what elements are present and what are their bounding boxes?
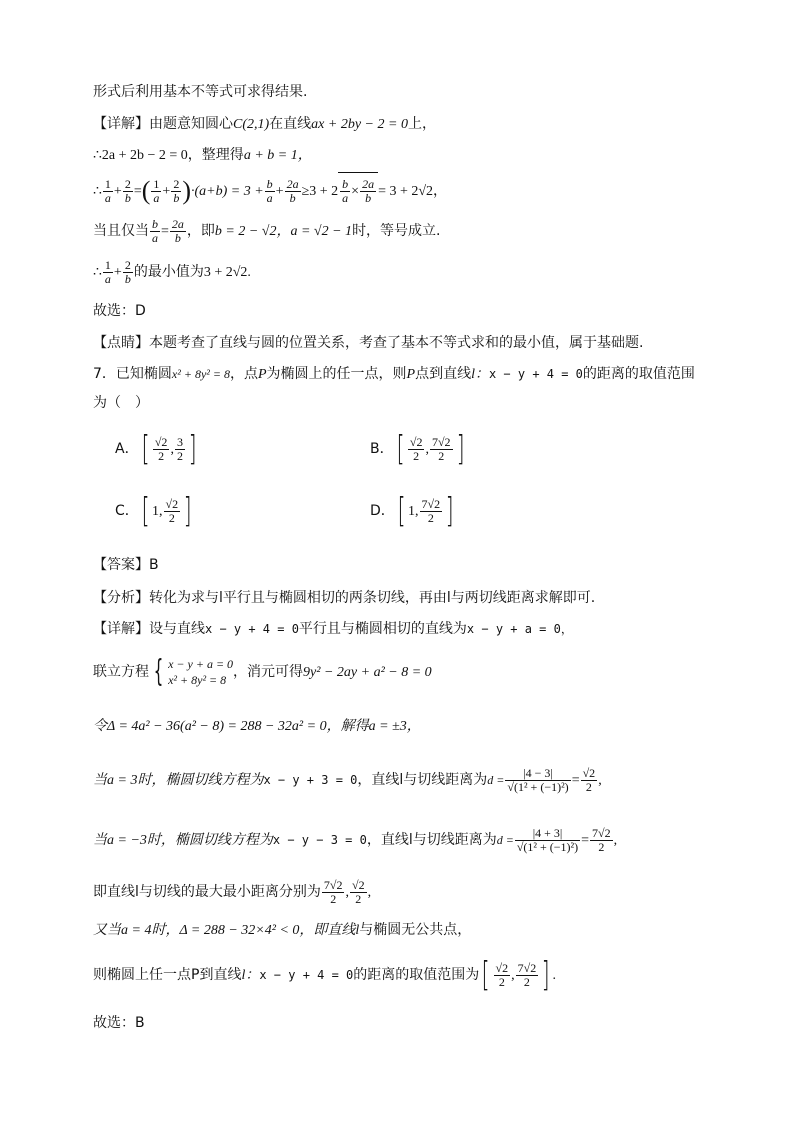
math-text: x² + 8y² = 8	[171, 367, 230, 381]
fraction	[171, 178, 181, 205]
math-text: =	[581, 833, 590, 848]
math-text: C(2,1)	[233, 117, 270, 132]
denominator: 2	[427, 510, 434, 525]
sqrt-expression	[338, 172, 378, 210]
numerator: 2	[173, 176, 180, 191]
numerator: |4 − 3|	[505, 767, 570, 781]
denominator: b	[365, 190, 372, 205]
math-text: x − y + 3 = 0	[263, 773, 358, 787]
line-text: 故选：B	[93, 1015, 145, 1031]
denominator: √(1² + (−1)²)	[507, 779, 569, 794]
numerator: b	[152, 216, 158, 231]
fraction	[285, 178, 301, 205]
bracket-open: [	[396, 429, 405, 469]
line-text: 的距离的取值范围为	[353, 967, 480, 983]
math-text: a + b = 1，	[243, 148, 312, 163]
fraction	[494, 962, 511, 989]
math-text: x − y − 3 = 0	[272, 833, 367, 847]
math-line	[93, 172, 447, 210]
fraction	[340, 178, 350, 205]
text-line	[93, 301, 146, 321]
math-text: x − y + 4 = 0	[259, 968, 354, 982]
math-text: ,	[170, 442, 174, 457]
numerator: 7√2	[431, 434, 451, 449]
equation-system	[168, 656, 233, 688]
line-text: 转化为求与l平行且与椭圆相切的两条切线，再由l与两切线距离求解即可.	[149, 590, 596, 606]
numerator: 7√2	[323, 877, 343, 892]
denominator: b	[173, 190, 180, 205]
numerator: √2	[409, 434, 423, 449]
line-text: 则椭圆上任一点P到直线	[93, 967, 242, 983]
comment-line	[93, 333, 643, 353]
fraction	[164, 498, 181, 525]
fraction	[175, 436, 185, 463]
numerator: 1	[104, 176, 111, 191]
line-text: 的最小值为	[133, 264, 204, 280]
text-line	[93, 213, 441, 250]
denominator: 2	[523, 974, 530, 989]
line-text: 7．已知椭圆	[93, 366, 172, 382]
text-line	[93, 256, 251, 289]
text-line	[93, 820, 617, 861]
line-text: 的距离的取值范围	[582, 366, 695, 382]
numerator: √2	[165, 496, 179, 511]
numerator: √2	[154, 434, 168, 449]
math-text: +	[113, 184, 122, 199]
math-text: ax + 2by − 2 = 0	[311, 117, 408, 132]
math-text: =	[571, 773, 580, 788]
math-text: ·(a+b) = 3 +	[190, 184, 264, 199]
text-line	[93, 920, 471, 941]
system-line	[93, 654, 432, 691]
line-text: 当且仅当	[93, 223, 149, 239]
fraction	[515, 827, 580, 854]
numerator: b	[266, 176, 273, 191]
numerator: b	[342, 176, 349, 191]
bracket-open: [	[141, 491, 150, 531]
bracket-close: ]	[183, 491, 192, 531]
denominator: 2	[355, 891, 362, 906]
comment-tag: 【点睛】	[93, 335, 149, 351]
line-text: 上，	[407, 116, 436, 132]
math-text: =	[133, 184, 142, 199]
math-text: l：	[241, 968, 260, 983]
math-text: b = 2 − √2，a = √2 − 1	[214, 224, 353, 239]
answer-line	[93, 555, 159, 575]
fraction	[581, 767, 598, 794]
fraction	[123, 259, 133, 286]
math-text: ∴2a + 2b − 2 = 0，整理得	[93, 148, 244, 163]
line-text: 联立方程	[93, 664, 149, 680]
math-text: ,	[367, 885, 372, 900]
fraction	[360, 178, 376, 205]
math-text: x − y + 4 = 0	[205, 622, 299, 636]
denominator: 2	[585, 779, 592, 794]
math-text: P	[406, 367, 416, 382]
fraction	[170, 218, 186, 245]
math-text: = 3 + 2√2，	[378, 184, 448, 199]
math-text: +	[162, 184, 171, 199]
brace: {	[153, 654, 164, 689]
question-line	[93, 364, 695, 385]
line-text: 设与直线	[149, 621, 205, 637]
fraction	[151, 178, 161, 205]
fraction	[322, 879, 345, 906]
line-text: 为（ ）	[93, 395, 149, 411]
math-text: 当a = −3时，椭圆切线方程为	[93, 833, 273, 848]
math-text: ,	[345, 885, 349, 900]
math-text: d =	[496, 833, 514, 847]
math-text: a = ±3，	[368, 719, 421, 734]
line-text: ，点	[229, 366, 258, 382]
detail-tag: 【详解】	[93, 116, 149, 132]
numerator: |4 + 3|	[515, 827, 580, 841]
denominator: b	[124, 271, 131, 286]
period: .	[552, 968, 556, 983]
math-text: P	[257, 367, 267, 382]
text-line	[93, 760, 602, 801]
math-text: ∴	[93, 184, 102, 199]
fraction	[123, 178, 133, 205]
detail-tag: 【详解】	[93, 621, 149, 637]
numerator: 7√2	[592, 825, 611, 840]
math-text: ,	[598, 773, 602, 788]
math-text: 令Δ = 4a² − 36(a² − 8) = 288 − 32a² = 0，解得	[93, 719, 369, 734]
answer-value: B	[149, 557, 159, 573]
math-text: ∴	[93, 265, 102, 280]
math-text: 1,	[152, 504, 163, 519]
math-text: 当a = 3时，椭圆切线方程为	[93, 773, 264, 788]
option-c[interactable]	[115, 491, 194, 531]
bracket-open: [	[397, 491, 406, 531]
option-a[interactable]	[115, 429, 199, 469]
denominator: 2	[168, 510, 175, 525]
denominator: a	[153, 190, 160, 205]
option-label: B．	[370, 441, 394, 457]
math-text: 又当a = 4时，Δ = 288 − 32×4² < 0，即直线	[93, 923, 356, 938]
numerator: 2	[124, 176, 131, 191]
numerator: 2a	[362, 176, 375, 191]
denominator: 2	[598, 839, 605, 854]
option-d[interactable]	[370, 491, 456, 531]
equation: x − y + a = 0	[168, 657, 234, 671]
bracket-open: [	[481, 955, 490, 995]
fraction	[103, 178, 113, 205]
numerator: 1	[153, 176, 160, 191]
line-text: 平行且与椭圆相切的直线为	[298, 621, 467, 637]
fraction	[516, 962, 539, 989]
denominator: b	[174, 230, 181, 245]
math-text: 3 + 2√2.	[203, 265, 251, 280]
denominator: a	[104, 190, 111, 205]
analysis-line	[93, 588, 595, 608]
fraction	[103, 259, 113, 286]
numerator: √2	[495, 960, 509, 975]
math-text: ×	[351, 184, 360, 199]
bracket-open: [	[141, 429, 150, 469]
fraction	[150, 218, 160, 245]
line-text: ，即	[186, 223, 215, 239]
equation: x² + 8y² = 8	[168, 673, 227, 687]
option-label: A．	[115, 441, 139, 457]
math-text: ,	[511, 968, 515, 983]
fraction	[430, 436, 453, 463]
line-text: 与椭圆无公共点，	[359, 922, 472, 938]
bracket-close: ]	[445, 491, 454, 531]
option-label: D．	[370, 503, 395, 519]
detail-line	[93, 619, 573, 639]
denominator: a	[266, 190, 273, 205]
math-text: d =	[487, 773, 505, 787]
line-text: 由题意知圆心	[149, 116, 233, 132]
denominator: b	[124, 190, 131, 205]
math-text: )	[182, 176, 191, 205]
fraction	[590, 827, 613, 854]
denominator: a	[152, 230, 158, 245]
denominator: 2	[330, 891, 337, 906]
numerator: 7√2	[421, 496, 441, 511]
fraction	[153, 436, 170, 463]
line-text: 即直线l与切线的最大最小距离分别为	[93, 884, 321, 900]
math-text: ,	[613, 833, 618, 848]
bracket-close: ]	[541, 955, 550, 995]
numerator: 3	[176, 434, 183, 449]
question-line	[93, 393, 149, 413]
math-text: l：	[471, 367, 489, 382]
line-text: 为椭圆上的任一点，则	[266, 366, 407, 382]
text-line	[93, 82, 307, 102]
math-text: ,	[425, 442, 429, 457]
math-text: x − y + 4 = 0	[488, 367, 583, 381]
bracket-close: ]	[456, 429, 465, 469]
denominator: 2	[413, 448, 420, 463]
math-text: (	[141, 176, 151, 205]
bracket-close: ]	[188, 429, 197, 469]
math-text: 1,	[408, 504, 419, 519]
denominator: √(1² + (−1)²)	[516, 839, 579, 854]
text-line	[93, 874, 371, 911]
numerator: 2a	[171, 216, 184, 231]
fraction	[350, 879, 367, 906]
detail-line	[93, 114, 436, 135]
line-text: ，消元可得	[233, 664, 304, 680]
math-text: =	[161, 224, 169, 239]
text-line	[93, 716, 421, 737]
denominator: 2	[498, 974, 505, 989]
denominator: 2	[176, 448, 183, 463]
denominator: a	[342, 190, 349, 205]
line-text: 在直线	[269, 116, 312, 132]
text-line	[93, 955, 556, 996]
fraction	[265, 178, 275, 205]
option-b[interactable]	[370, 429, 467, 469]
line-text: 时，等号成立.	[352, 223, 441, 239]
math-text: x − y + a = 0，	[466, 622, 573, 636]
text-line	[93, 145, 312, 166]
line-text: ，直线l与切线距离为	[357, 772, 488, 788]
numerator: 7√2	[517, 960, 537, 975]
line-text: ，直线l与切线距离为	[366, 832, 497, 848]
fraction	[408, 436, 425, 463]
math-text: +	[113, 265, 122, 280]
numerator: 1	[104, 257, 111, 272]
numerator: √2	[351, 877, 365, 892]
numerator: 2a	[286, 176, 299, 191]
numerator: 2	[124, 257, 131, 272]
denominator: 2	[438, 448, 445, 463]
answer-tag: 【答案】	[93, 557, 149, 573]
denominator: b	[289, 190, 296, 205]
math-text: +	[275, 184, 284, 199]
line-text: 本题考查了直线与圆的位置关系，考查了基本不等式求和的最小值，属于基础题.	[149, 335, 644, 351]
math-text: ≥3 + 2	[301, 184, 339, 199]
denominator: 2	[158, 448, 165, 463]
line-text: 点到直线	[415, 366, 472, 382]
text-line	[93, 1013, 145, 1033]
math-text: 9y² − 2ay + a² − 8 = 0	[303, 665, 432, 680]
option-label: C．	[115, 503, 139, 519]
fraction	[505, 767, 570, 794]
math-text: l	[355, 923, 360, 938]
analysis-tag: 【分析】	[93, 590, 149, 606]
numerator: √2	[582, 765, 596, 780]
line-text: 形式后利用基本不等式可求得结果.	[93, 84, 308, 100]
denominator: a	[104, 271, 111, 286]
line-text: 故选：D	[93, 303, 146, 319]
fraction	[420, 498, 443, 525]
